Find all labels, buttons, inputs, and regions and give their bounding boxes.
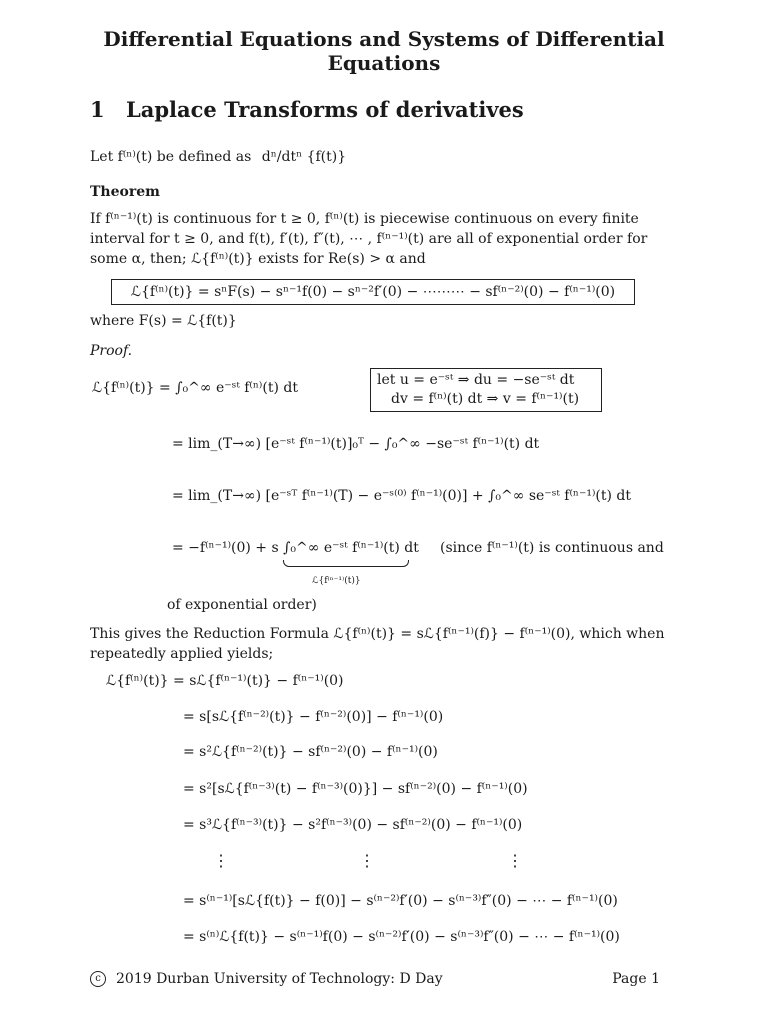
footer-copyright-text: 2019 Durban University of Technology: D Day [116,971,443,987]
reduction-line-4: = s²[sℒ{f⁽ⁿ⁻³⁾(t) − f⁽ⁿ⁻³⁾(0)}] − sf⁽ⁿ⁻²⁾(0) − f⁽ⁿ⁻¹⁾(0) [183,781,528,797]
proof-line-3: = lim_(T→∞) [e⁻ˢᵀ f⁽ⁿ⁻¹⁾(T) − e⁻ˢ⁽⁰⁾ f⁽ⁿ⁻¹⁾(0)] + ∫₀^∞ se⁻ˢᵗ f⁽ⁿ⁻¹⁾(t) dt [172,488,632,504]
proof-line-2: = lim_(T→∞) [e⁻ˢᵗ f⁽ⁿ⁻¹⁾(t)]₀ᵀ − ∫₀^∞ −se⁻ˢᵗ f⁽ⁿ⁻¹⁾(t) dt [172,436,540,452]
reduction-line-6: = s⁽ⁿ⁻¹⁾[sℒ{f(t)} − f(0)] − s⁽ⁿ⁻²⁾f′(0) − s⁽ⁿ⁻³⁾f″(0) − ⋯ − f⁽ⁿ⁻¹⁾(0) [183,893,618,909]
proof-line-4: = −f⁽ⁿ⁻¹⁾(0) + s ∫₀^∞ e⁻ˢᵗ f⁽ⁿ⁻¹⁾(t) dt [172,540,419,556]
where-text: where F(s) = ℒ{f(t)} [90,313,237,329]
substitution-line-2: dv = f⁽ⁿ⁾(t) dt ⇒ v = f⁽ⁿ⁻¹⁾(t) [391,391,580,407]
copyright-icon: c [90,971,106,987]
let-definition [90,147,346,167]
theorem-text: If f⁽ⁿ⁻¹⁾(t) is continuous for t ≥ 0, f⁽ⁿ⁾(t) is piecewise continuous on every finite interval for t ≥ 0, and f(t), f′(t), f″(t), ⋯ , f⁽ⁿ⁻¹⁾(t) are all of exponential order for some α, then; ℒ{f⁽ⁿ⁾(t)} exists for Re(s) > α and [90,211,648,267]
proof-line-1: ℒ{f⁽ⁿ⁾(t)} = ∫₀^∞ e⁻ˢᵗ f⁽ⁿ⁾(t) dt [92,380,298,396]
vdots-2: ⋮ [359,851,375,870]
reduction-line-7: = s⁽ⁿ⁾ℒ{f(t)} − s⁽ⁿ⁻¹⁾f(0) − s⁽ⁿ⁻²⁾f′(0) − s⁽ⁿ⁻³⁾f″(0) − ⋯ − f⁽ⁿ⁻¹⁾(0) [183,929,620,945]
reduction-line-2: = s[sℒ{f⁽ⁿ⁻²⁾(t)} − f⁽ⁿ⁻²⁾(0)] − f⁽ⁿ⁻¹⁾(0) [183,709,444,725]
substitution-line-1: let u = e⁻ˢᵗ ⇒ du = −se⁻ˢᵗ dt [377,372,575,388]
section-number: 1 [90,97,105,122]
reduction-line-1: ℒ{f⁽ⁿ⁾(t)} = sℒ{f⁽ⁿ⁻¹⁾(t)} − f⁽ⁿ⁻¹⁾(0) [106,673,344,689]
underbrace-label: ℒ{f⁽ⁿ⁻¹⁾(t)} [312,576,361,586]
theorem-label: Theorem [90,184,160,200]
vdots-1: ⋮ [213,851,229,870]
since-note: (since f⁽ⁿ⁻¹⁾(t) is continuous and [440,540,664,556]
vdots-3: ⋮ [507,851,523,870]
underbrace [283,560,409,567]
let-math: dⁿ/dtⁿ {f(t)} [261,149,347,165]
substitution-box [370,368,602,412]
proof-label: Proof. [90,343,133,359]
footer-left [90,971,443,987]
reduction-line-3: = s²ℒ{f⁽ⁿ⁻²⁾(t)} − sf⁽ⁿ⁻²⁾(0) − f⁽ⁿ⁻¹⁾(0) [183,744,438,760]
section-heading [90,97,524,122]
document-title: Differential Equations and Systems of Differential Equations [103,27,665,75]
since-note-continued: of exponential order) [167,597,317,613]
section-title: Laplace Transforms of derivatives [126,97,524,122]
reduction-text: This gives the Reduction Formula ℒ{f⁽ⁿ⁾(t)} = sℒ{f⁽ⁿ⁻¹⁾(f)} − f⁽ⁿ⁻¹⁾(0), which when repeatedly applied yields; [90,626,665,662]
boxed-formula: ℒ{f⁽ⁿ⁾(t)} = sⁿF(s) − sⁿ⁻¹f(0) − sⁿ⁻²f′(0) − ⋯⋯⋯ − sf⁽ⁿ⁻²⁾(0) − f⁽ⁿ⁻¹⁾(0) [111,279,635,305]
page-number: Page 1 [612,971,660,987]
reduction-line-5: = s³ℒ{f⁽ⁿ⁻³⁾(t)} − s²f⁽ⁿ⁻³⁾(0) − sf⁽ⁿ⁻²⁾(0) − f⁽ⁿ⁻¹⁾(0) [183,817,523,833]
let-text: Let f⁽ⁿ⁾(t) be defined as [90,149,252,165]
